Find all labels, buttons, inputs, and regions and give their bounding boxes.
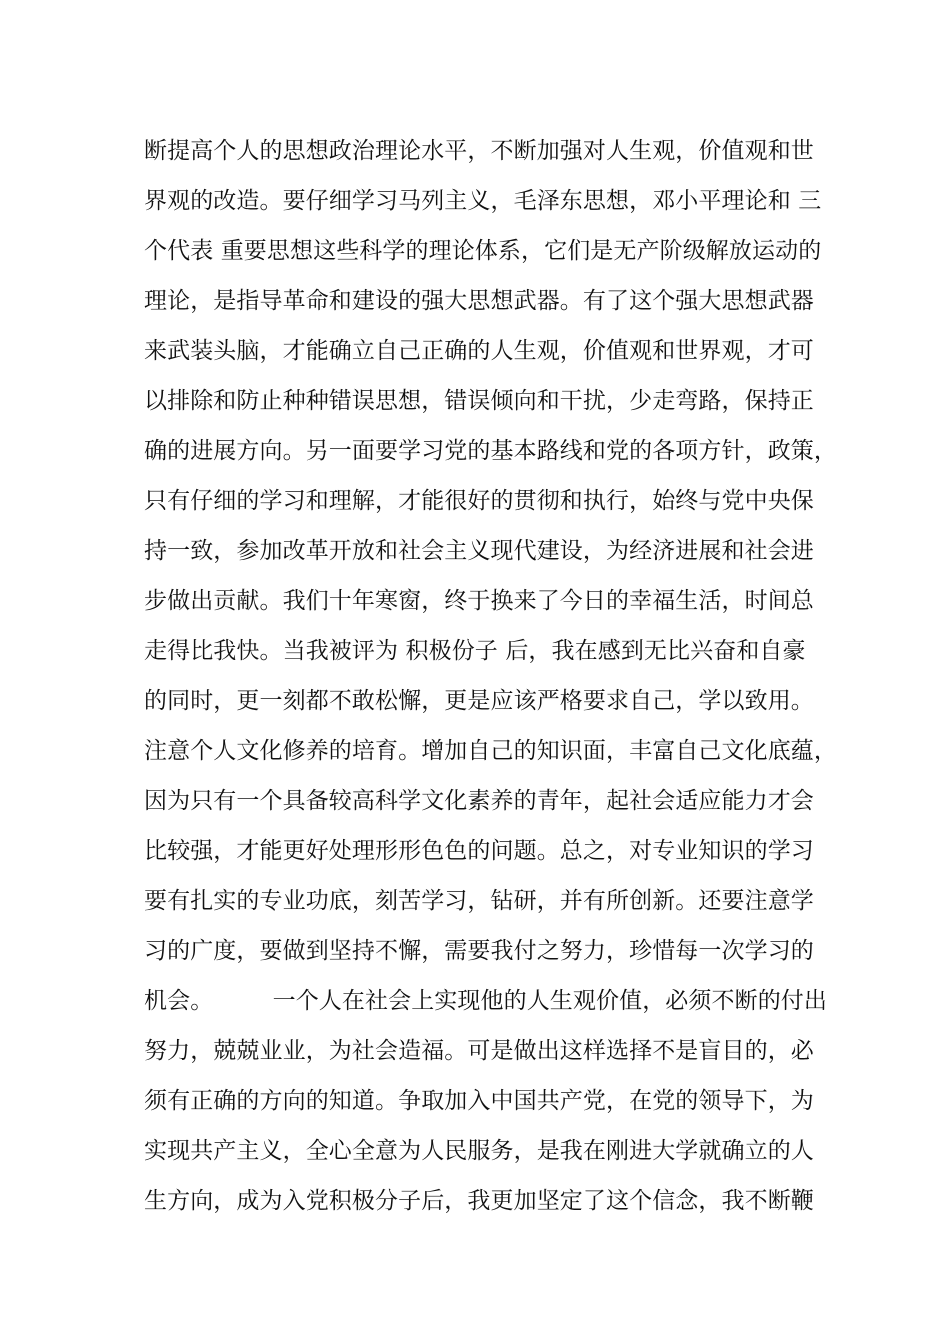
- text-line: 须有正确的方向的知道。争取加入中国共产党，在党的领导下，为: [144, 1088, 814, 1114]
- text-line: 的同时，更一刻都不敢松懈，更是应该严格要求自己，学以致用。: [144, 688, 814, 714]
- text-line: 实现共产主义，全心全意为人民服务，是我在刚进大学就确立的人: [144, 1138, 814, 1164]
- body-text: [144, 133, 844, 1233]
- text-line: 来武装头脑，才能确立自己正确的人生观，价值观和世界观，才可: [144, 338, 814, 364]
- text-line: 断提高个人的思想政治理论水平，不断加强对人生观，价值观和世: [144, 138, 814, 164]
- text-line: 个代表 重要思想这些科学的理论体系，它们是无产阶级解放运动的: [144, 238, 822, 264]
- text-line: 走得比我快。当我被评为 积极份子 后，我在感到无比兴奋和自豪: [144, 638, 806, 664]
- text-line: 确的进展方向。另一面要学习党的基本路线和党的各项方针，政策，: [144, 438, 837, 464]
- text-line: 因为只有一个具备较高科学文化素养的青年，起社会适应能力才会: [144, 788, 814, 814]
- text-line: 生方向，成为入党积极分子后，我更加坚定了这个信念，我不断鞭: [144, 1188, 814, 1214]
- text-line: 界观的改造。要仔细学习马列主义，毛泽东思想，邓小平理论和 三: [144, 188, 822, 214]
- text-line: 以排除和防止种种错误思想，错误倾向和干扰，少走弯路，保持正: [144, 388, 814, 414]
- text-line: 持一致，参加改革开放和社会主义现代建设，为经济进展和社会进: [144, 538, 814, 564]
- text-line: 机会。 一个人在社会上实现他的人生观价值，必须不断的付出: [144, 988, 827, 1014]
- text-line: 步做出贡献。我们十年寒窗，终于换来了今日的幸福生活，时间总: [144, 588, 814, 614]
- text-line: 比较强，才能更好处理形形色色的问题。总之，对专业知识的学习: [144, 838, 814, 864]
- text-line: 理论，是指导革命和建设的强大思想武器。有了这个强大思想武器: [144, 288, 814, 314]
- text-line: 注意个人文化修养的培育。增加自己的知识面，丰富自己文化底蕴，: [144, 738, 837, 764]
- text-line: 习的广度，要做到坚持不懈，需要我付之努力，珍惜每一次学习的: [144, 938, 814, 964]
- text-line: 只有仔细的学习和理解，才能很好的贯彻和执行，始终与党中央保: [144, 488, 814, 514]
- text-line: 要有扎实的专业功底，刻苦学习，钻研，并有所创新。还要注意学: [144, 888, 814, 914]
- text-line: 努力，兢兢业业，为社会造福。可是做出这样选择不是盲目的，必: [144, 1038, 814, 1064]
